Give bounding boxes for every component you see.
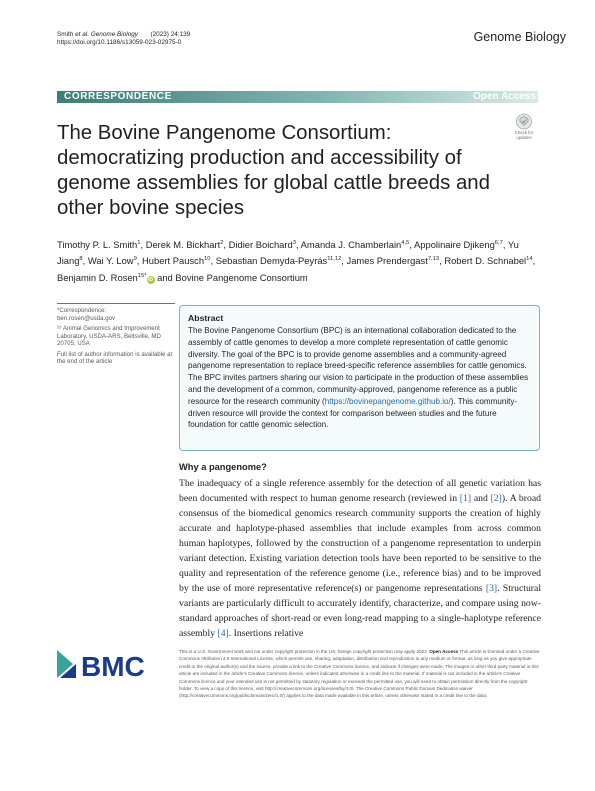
bpc-website-link[interactable]: https://bovinepangenome.github.io/: [324, 396, 451, 406]
author-affiliation-marker: 8: [79, 256, 83, 263]
consortium-name: and Bovine Pangenome Consortium: [157, 271, 308, 283]
author-affiliation-marker: 1: [137, 240, 141, 246]
orcid-icon[interactable]: iD: [148, 276, 153, 283]
journal-name: Genome Biology: [473, 30, 566, 44]
badge-line-2: updates: [516, 135, 532, 140]
affiliation-note: ¹⁵ Animal Genomics and Improvement Laboratory, USDA-ARS, Beltsville, MD 20705, USA: [57, 325, 161, 347]
author-affiliation-marker: 9: [133, 256, 137, 263]
open-access-label: Open Access: [473, 91, 536, 102]
author-affiliation-marker: 4,5: [401, 240, 410, 246]
reference-link-2[interactable]: [2]: [490, 493, 502, 505]
reference-link-3[interactable]: [3]: [485, 583, 498, 595]
author-affiliation-marker: 14: [526, 256, 533, 263]
author-name: Hubert Pausch: [142, 255, 205, 267]
author-info-note: Full list of author information is available at the end of the article: [57, 350, 173, 365]
doi-link[interactable]: https://doi.org/10.1186/s13059-023-02975-0: [57, 39, 182, 47]
author-name: Didier Boichard: [228, 239, 293, 251]
citation-journal: et al. Genome Biology: [75, 31, 139, 38]
abstract-text: The Bovine Pangenome Consortium (BPC) is an international collaboration dedicated to the assembly of cattle genomes to develop a more complete representation of cattle genomic diversity. The goal of the BPC is to provide genome assemblies and a community-agreed pangenome representation to replace breed-specific reference assemblies for cattle genomics. The BPC invites partners sharing our vision to participate in the production of these assemblies and the development of a common, community-approved, pangenome reference as a public resource for the research community (https://bovinepangenome.github.io/). This community-driven resource will provide the context for comparison between studies and the future foundation for cattle genomic selection.: [188, 326, 529, 430]
license-body: This article is licensed under a Creative Commons Attribution 4.0 International License, which permits use, sharing, adaptation, distribution and reproduction in any medium or format, as long as you give appropriate credit to the original author(s) and the source, provide a link to the Creative Commons licence, and indicate if changes were made. The images or other third party material in this article are included in the article's Creative Commons licence, unless indicated otherwise in a credit line to the material. If material is not included in the article's Creative Commons licence and your intended use is not permitted by statutory regulation or exceeds the permitted use, you will need to obtain permission directly from the copyright holder. To view a copy of this licence, visit http://creativecommons.org/licenses/by/4.0/. The Creative Commons Public Domain Dedication waiver (http://creativecommons.org/publicdomain/zero/1.0/) applies to the data made available in this article, unless otherwise stated in a credit line to the data.: [179, 649, 540, 699]
license-open-access: Open Access: [429, 649, 459, 654]
bmc-logo-text: BMC: [81, 651, 145, 680]
abstract-box: [179, 305, 540, 451]
author-list: Timothy P. L. Smith$^1$, Derek M. Bickhart$^2$, Didier Boichard$^3$, Amanda J. Chamberlain$^{4,5}$, Appolinaire Djikeng$^{6,7}$, Yu Jiang$^8$, Wai Y. Low$^9$, Hubert Pausch$^{10}$, Sebastian Demyda-Peyrás$^{11,12}$, James Prendergast$^{7,13}$, Robert D. Schnabel$^{14}$, Benjamin D. Rosen$^{15*}$iD and Bovine Pangenome Consortium: [57, 239, 536, 283]
bmc-logo: [57, 650, 167, 680]
abstract-heading: Abstract: [188, 313, 224, 323]
author-name: Derek M. Bickhart: [145, 239, 221, 251]
license-statement: This is a U.S. Government work and not under copyright protection in the US; foreign copyright protection may apply 2023. Open Access This article is licensed under a Creative Commons Attribution 4.0 International License, which permits use, sharing, adaptation, distribution and reproduction in any medium or format, as long as you give appropriate credit to the original author(s) and the source, provide a link to the Creative Commons licence, and indicate if changes were made. The images or other third party material in this article are included in the article's Creative Commons licence, unless indicated otherwise in a credit line to the material. If material is not included in the article's Creative Commons licence and your intended use is not permitted by statutory regulation or exceeds the permitted use, you will need to obtain permission directly from the copyright holder. To view a copy of this licence, visit http://creativecommons.org/licenses/by/4.0/. The Creative Commons Public Domain Dedication waiver (http://creativecommons.org/publicdomain/zero/1.0/) applies to the data made available in this article, unless otherwise stated in a credit line to the data.: [179, 649, 540, 699]
author-name: Amanda J. Chamberlain: [300, 239, 402, 251]
correspondence-sidebar: [57, 307, 175, 369]
author-affiliation-marker: 15*: [137, 272, 147, 279]
author-name: James Prendergast: [346, 255, 428, 267]
citation-author: Smith: [57, 31, 74, 38]
section-heading: Why a pangenome?: [179, 462, 267, 472]
sidebar-divider: [57, 303, 175, 304]
author-name: Yu Jiang: [57, 239, 519, 267]
running-header-citation: [57, 31, 190, 47]
correspondence-label: *Correspondence:: [57, 307, 107, 314]
author-name: Benjamin D. Rosen: [57, 271, 138, 283]
author-affiliation-marker: 2: [220, 240, 224, 246]
reference-link-4[interactable]: [4]: [217, 628, 229, 640]
author-name: Appolinaire Djikeng: [414, 239, 495, 251]
author-name: Timothy P. L. Smith: [57, 239, 138, 251]
article-type-label: CORRESPONDENCE: [64, 91, 172, 102]
author-affiliation-marker: 6,7: [494, 240, 503, 246]
badge-line-1: Check for: [514, 130, 534, 135]
body-paragraph: The inadequacy of a single reference assembly for the detection of all genetic variation has been documented with respect to human genome research (reviewed in [1] and [2]). A broad consensus of the biomedical genomics research community supports the creation of highly accurate and haplotype-phased assemblies that include examples from across common human haplotypes, followed by the construction of a pangenome representation to underpin variant detection. Existing variation detection tools have been reported to be sensitive to the quality and representation of the reference genome (i.e., reference bias) and to be improved by the use of more representative reference(s) or pangenome representations [3]. Structural variants are particularly difficult to accurately identify, characterize, and compare using now-standard approaches of short-read or even long-read mapping to a single-haplotype reference assembly [4]. Insertions relative: [179, 478, 542, 640]
author-name: Sebastian Demyda-Peyrás: [215, 255, 328, 267]
reference-link-1[interactable]: [1]: [459, 493, 472, 505]
citation-year: (2023) 24:139: [150, 31, 191, 38]
check-for-updates-badge[interactable]: [510, 113, 538, 147]
check-for-updates-icon: [510, 113, 538, 130]
author-affiliation-marker: 11,12: [327, 256, 342, 263]
author-affiliation-marker: 7,13: [427, 256, 440, 263]
author-affiliation-marker: 3: [292, 240, 296, 246]
author-name: Robert D. Schnabel: [444, 255, 527, 267]
author-affiliation-marker: 10: [204, 256, 211, 263]
correspondence-email[interactable]: ben.rosen@usda.gov: [57, 314, 116, 322]
article-title: The Bovine Pangenome Consortium: democratizing production and accessibility of genome assemblies for global cattle breeds and other bovine species: [57, 122, 490, 219]
author-name: Wai Y. Low: [87, 255, 134, 267]
